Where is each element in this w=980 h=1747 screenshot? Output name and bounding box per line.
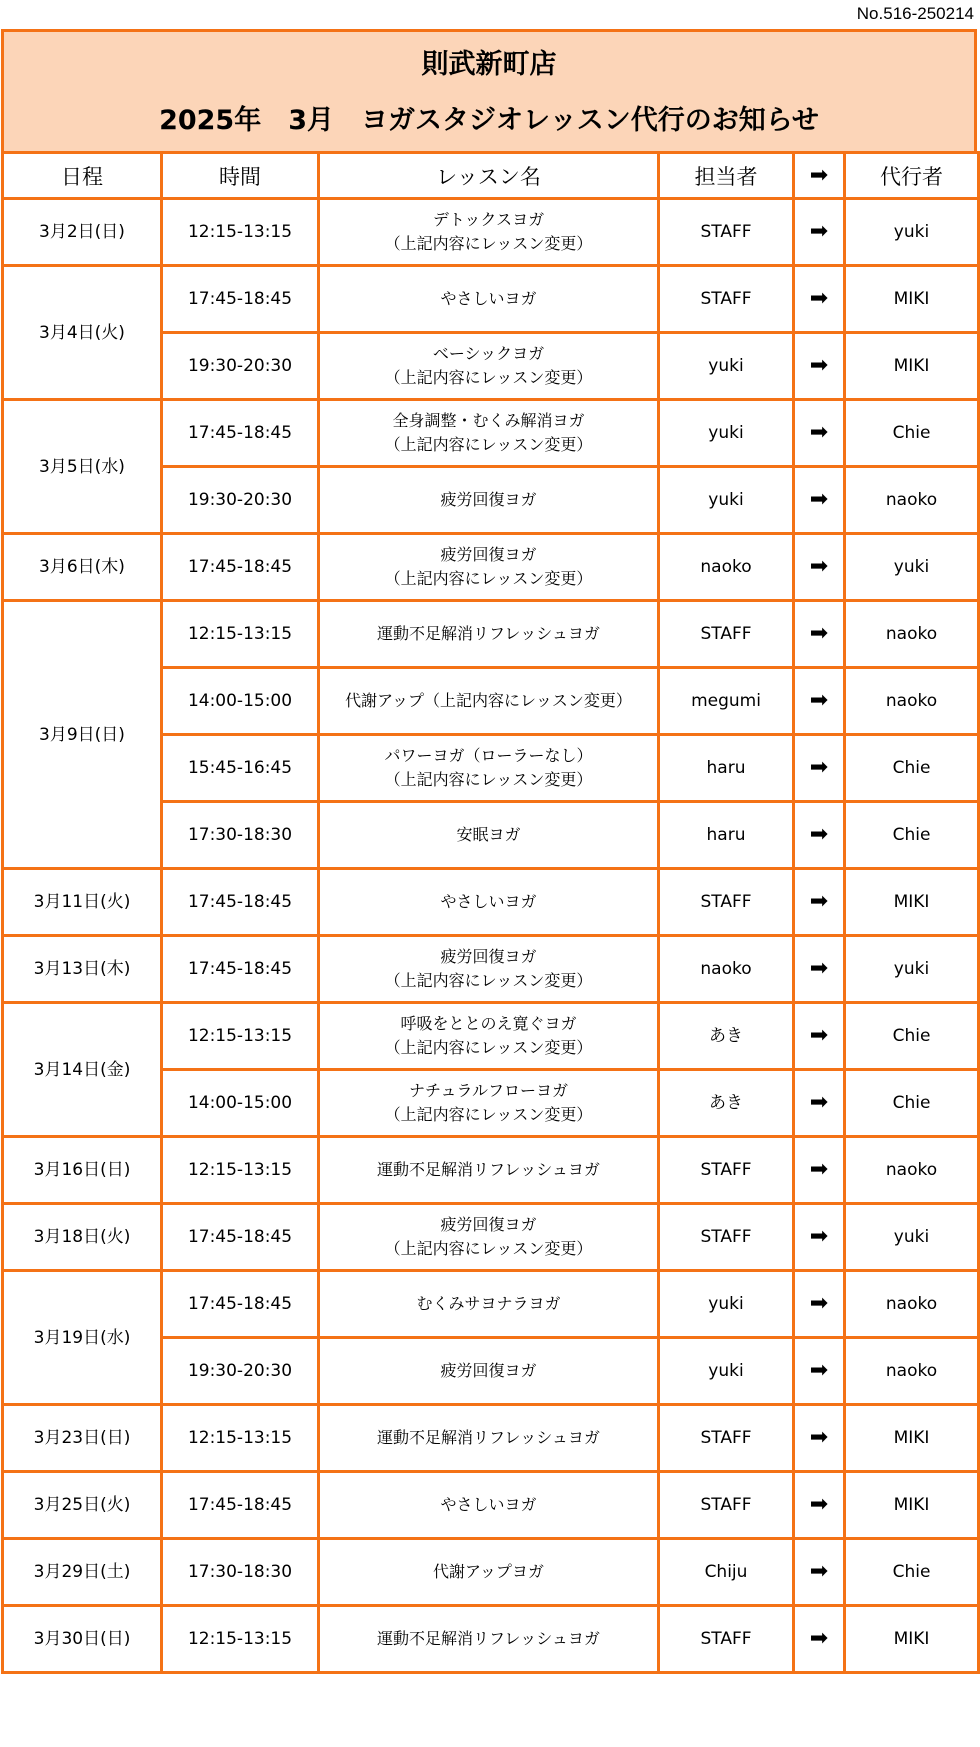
substitute-cell: yuki	[845, 1204, 979, 1271]
time-cell: 17:45-18:45	[162, 1204, 319, 1271]
substitute-cell: naoko	[845, 668, 979, 735]
instructor-cell: naoko	[659, 534, 794, 601]
date-cell: 3月11日(火)	[3, 869, 162, 936]
date-cell: 3月23日(日)	[3, 1405, 162, 1472]
lesson-name-line: やさしいヨガ	[440, 892, 537, 911]
lesson-cell	[319, 534, 659, 601]
lesson-cell	[319, 869, 659, 936]
instructor-cell: STAFF	[659, 1204, 794, 1271]
header-time: 時間	[162, 153, 319, 199]
lesson-name-line: 疲労回復ヨガ	[440, 545, 537, 564]
arrow-right-icon: ➡	[794, 1271, 845, 1338]
instructor-cell: yuki	[659, 1338, 794, 1405]
lesson-name-line: 運動不足解消リフレッシュヨガ	[377, 624, 600, 643]
lesson-name-line: やさしいヨガ	[440, 1495, 537, 1514]
time-cell: 17:45-18:45	[162, 534, 319, 601]
substitute-cell: yuki	[845, 534, 979, 601]
arrow-right-icon: ➡	[794, 1137, 845, 1204]
lesson-cell	[319, 400, 659, 467]
substitute-cell: MIKI	[845, 333, 979, 400]
lesson-name-line: 疲労回復ヨガ	[440, 490, 537, 509]
date-cell: 3月5日(水)	[3, 400, 162, 534]
time-cell: 12:15-13:15	[162, 1405, 319, 1472]
lesson-name-line: やさしいヨガ	[440, 289, 537, 308]
time-cell: 19:30-20:30	[162, 1338, 319, 1405]
schedule-sheet	[1, 29, 977, 1674]
date-cell: 3月19日(水)	[3, 1271, 162, 1405]
lesson-cell	[319, 1137, 659, 1204]
lesson-name-line: デトックスヨガ	[432, 210, 545, 229]
lesson-cell	[319, 333, 659, 400]
arrow-right-icon: ➡	[794, 467, 845, 534]
lesson-cell	[319, 1070, 659, 1137]
lesson-cell	[319, 1405, 659, 1472]
lesson-name-line: むくみサヨナラヨガ	[416, 1294, 561, 1313]
header-substitute: 代行者	[845, 153, 979, 199]
store-name: 則武新町店	[421, 49, 557, 80]
arrow-right-icon: ➡	[794, 735, 845, 802]
instructor-cell: Chiju	[659, 1539, 794, 1606]
table-row	[3, 1137, 979, 1204]
lesson-cell	[319, 1204, 659, 1271]
substitute-cell: MIKI	[845, 266, 979, 333]
arrow-right-icon: ➡	[794, 869, 845, 936]
header-date: 日程	[3, 153, 162, 199]
arrow-right-icon: ➡	[794, 1606, 845, 1673]
lesson-cell	[319, 735, 659, 802]
date-cell: 3月30日(日)	[3, 1606, 162, 1673]
substitute-cell: naoko	[845, 1338, 979, 1405]
table-row	[3, 1405, 979, 1472]
lesson-name-line: （上記内容にレッスン変更）	[384, 1038, 593, 1057]
arrow-right-icon: ➡	[794, 400, 845, 467]
substitute-cell: naoko	[845, 601, 979, 668]
instructor-cell: haru	[659, 802, 794, 869]
instructor-cell: yuki	[659, 1271, 794, 1338]
time-cell: 12:15-13:15	[162, 1003, 319, 1070]
lesson-cell	[319, 1472, 659, 1539]
date-cell: 3月13日(木)	[3, 936, 162, 1003]
lesson-cell	[319, 936, 659, 1003]
lesson-name-line: 代謝アップヨガ	[433, 1562, 544, 1581]
arrow-right-icon: ➡	[794, 601, 845, 668]
substitute-cell: Chie	[845, 1003, 979, 1070]
lesson-name-line: 呼吸をととのえ寛ぐヨガ	[400, 1014, 577, 1033]
time-cell: 17:45-18:45	[162, 1472, 319, 1539]
substitute-cell: Chie	[845, 400, 979, 467]
substitute-cell: MIKI	[845, 1405, 979, 1472]
table-row	[3, 869, 979, 936]
time-cell: 12:15-13:15	[162, 1137, 319, 1204]
instructor-cell: STAFF	[659, 1472, 794, 1539]
instructor-cell: STAFF	[659, 1137, 794, 1204]
date-cell: 3月4日(火)	[3, 266, 162, 400]
lesson-name-line: 代謝アップ（上記内容にレッスン変更）	[345, 691, 632, 710]
date-cell: 3月14日(金)	[3, 1003, 162, 1137]
date-cell: 3月2日(日)	[3, 199, 162, 266]
arrow-right-icon: ➡	[794, 1539, 845, 1606]
time-cell: 14:00-15:00	[162, 1070, 319, 1137]
time-cell: 17:30-18:30	[162, 802, 319, 869]
instructor-cell: yuki	[659, 400, 794, 467]
time-cell: 17:45-18:45	[162, 266, 319, 333]
arrow-right-icon: ➡	[794, 1003, 845, 1070]
lesson-cell	[319, 199, 659, 266]
lesson-name-line: 疲労回復ヨガ	[440, 947, 537, 966]
table-row	[3, 1271, 979, 1338]
substitute-cell: MIKI	[845, 1472, 979, 1539]
lesson-cell	[319, 1271, 659, 1338]
lesson-name-line: （上記内容にレッスン変更）	[384, 1105, 593, 1124]
substitute-cell: MIKI	[845, 1606, 979, 1673]
substitute-cell: naoko	[845, 1271, 979, 1338]
instructor-cell: naoko	[659, 936, 794, 1003]
time-cell: 17:30-18:30	[162, 1539, 319, 1606]
header-row	[3, 153, 979, 199]
schedule-table	[1, 151, 980, 1674]
lesson-name-line: 疲労回復ヨガ	[440, 1361, 537, 1380]
lesson-cell	[319, 1338, 659, 1405]
arrow-right-icon: ➡	[794, 199, 845, 266]
lesson-cell	[319, 1539, 659, 1606]
time-cell: 19:30-20:30	[162, 333, 319, 400]
instructor-cell: あき	[659, 1070, 794, 1137]
document-number: No.516-250214	[856, 4, 974, 23]
table-row	[3, 601, 979, 668]
lesson-name-line: （上記内容にレッスン変更）	[384, 1239, 593, 1258]
notice-title: 2025年 3月 ヨガスタジオレッスン代行のお知らせ	[159, 105, 819, 136]
lesson-name-line: （上記内容にレッスン変更）	[384, 770, 593, 789]
instructor-cell: yuki	[659, 333, 794, 400]
lesson-cell	[319, 802, 659, 869]
instructor-cell: STAFF	[659, 869, 794, 936]
arrow-right-icon: ➡	[794, 936, 845, 1003]
time-cell: 15:45-16:45	[162, 735, 319, 802]
substitute-cell: naoko	[845, 467, 979, 534]
instructor-cell: STAFF	[659, 601, 794, 668]
title-banner	[1, 29, 977, 151]
date-cell: 3月29日(土)	[3, 1539, 162, 1606]
table-row	[3, 1606, 979, 1673]
time-cell: 17:45-18:45	[162, 400, 319, 467]
time-cell: 17:45-18:45	[162, 869, 319, 936]
header-arrow-icon: ➡	[794, 153, 845, 199]
instructor-cell: STAFF	[659, 266, 794, 333]
lesson-name-line: （上記内容にレッスン変更）	[384, 569, 593, 588]
substitute-cell: MIKI	[845, 869, 979, 936]
time-cell: 12:15-13:15	[162, 601, 319, 668]
arrow-right-icon: ➡	[794, 333, 845, 400]
arrow-right-icon: ➡	[794, 266, 845, 333]
lesson-name-line: （上記内容にレッスン変更）	[384, 435, 593, 454]
instructor-cell: yuki	[659, 467, 794, 534]
arrow-right-icon: ➡	[794, 1472, 845, 1539]
date-cell: 3月18日(火)	[3, 1204, 162, 1271]
substitute-cell: naoko	[845, 1137, 979, 1204]
table-row	[3, 266, 979, 333]
date-cell: 3月16日(日)	[3, 1137, 162, 1204]
arrow-right-icon: ➡	[794, 1405, 845, 1472]
lesson-name-line: パワーヨガ（ローラーなし）	[384, 746, 593, 765]
lesson-name-line: 全身調整・むくみ解消ヨガ	[392, 411, 585, 430]
substitute-cell: Chie	[845, 1539, 979, 1606]
arrow-right-icon: ➡	[794, 1204, 845, 1271]
time-cell: 19:30-20:30	[162, 467, 319, 534]
substitute-cell: yuki	[845, 199, 979, 266]
substitute-cell: Chie	[845, 1070, 979, 1137]
header-instructor: 担当者	[659, 153, 794, 199]
lesson-cell	[319, 1003, 659, 1070]
lesson-name-line: 運動不足解消リフレッシュヨガ	[377, 1428, 600, 1447]
time-cell: 17:45-18:45	[162, 1271, 319, 1338]
schedule-body	[3, 199, 979, 1673]
lesson-name-line: 運動不足解消リフレッシュヨガ	[377, 1160, 600, 1179]
table-row	[3, 400, 979, 467]
lesson-name-line: 運動不足解消リフレッシュヨガ	[377, 1629, 600, 1648]
substitute-cell: Chie	[845, 735, 979, 802]
lesson-name-line: ベーシックヨガ	[432, 344, 545, 363]
instructor-cell: haru	[659, 735, 794, 802]
instructor-cell: megumi	[659, 668, 794, 735]
arrow-right-icon: ➡	[794, 534, 845, 601]
substitute-cell: yuki	[845, 936, 979, 1003]
table-row	[3, 1204, 979, 1271]
lesson-cell	[319, 467, 659, 534]
date-cell: 3月9日(日)	[3, 601, 162, 869]
lesson-name-line: （上記内容にレッスン変更）	[384, 971, 593, 990]
table-row	[3, 936, 979, 1003]
table-row	[3, 1539, 979, 1606]
lesson-name-line: 安眠ヨガ	[456, 825, 521, 844]
time-cell: 14:00-15:00	[162, 668, 319, 735]
lesson-name-line: 疲労回復ヨガ	[440, 1215, 537, 1234]
substitute-cell: Chie	[845, 802, 979, 869]
lesson-cell	[319, 668, 659, 735]
lesson-cell	[319, 1606, 659, 1673]
lesson-name-line: （上記内容にレッスン変更）	[384, 234, 593, 253]
lesson-name-line: （上記内容にレッスン変更）	[384, 368, 593, 387]
time-cell: 17:45-18:45	[162, 936, 319, 1003]
date-cell: 3月25日(火)	[3, 1472, 162, 1539]
arrow-right-icon: ➡	[794, 1338, 845, 1405]
table-row	[3, 1472, 979, 1539]
time-cell: 12:15-13:15	[162, 199, 319, 266]
date-cell: 3月6日(木)	[3, 534, 162, 601]
instructor-cell: あき	[659, 1003, 794, 1070]
lesson-name-line: ナチュラルフローヨガ	[408, 1081, 569, 1100]
instructor-cell: STAFF	[659, 1405, 794, 1472]
table-row	[3, 199, 979, 266]
arrow-right-icon: ➡	[794, 1070, 845, 1137]
arrow-right-icon: ➡	[794, 668, 845, 735]
table-row	[3, 1003, 979, 1070]
header-lesson: レッスン名	[319, 153, 659, 199]
time-cell: 12:15-13:15	[162, 1606, 319, 1673]
instructor-cell: STAFF	[659, 199, 794, 266]
lesson-cell	[319, 266, 659, 333]
instructor-cell: STAFF	[659, 1606, 794, 1673]
table-row	[3, 534, 979, 601]
lesson-cell	[319, 601, 659, 668]
arrow-right-icon: ➡	[794, 802, 845, 869]
